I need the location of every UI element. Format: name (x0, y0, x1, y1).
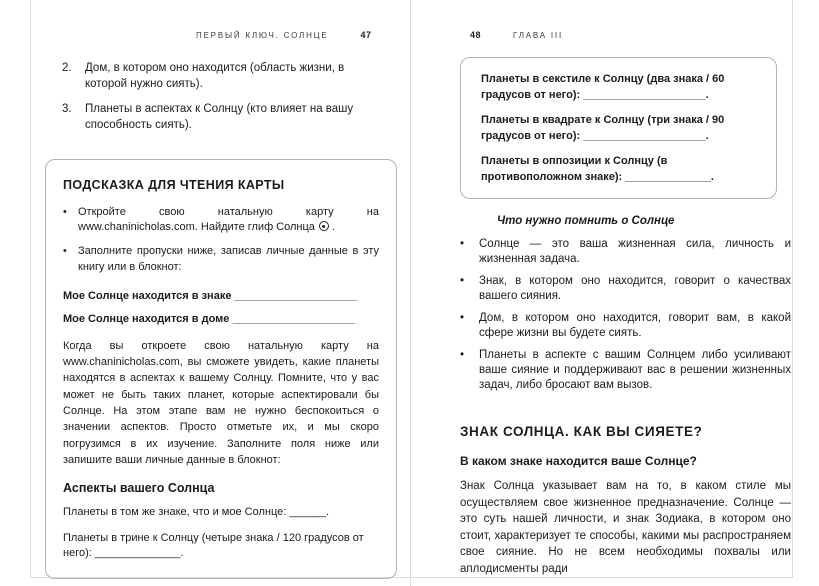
page-number-left: 47 (360, 30, 372, 40)
bullet-marker: • (460, 238, 465, 250)
bullet-marker: • (460, 349, 465, 361)
page-border-left (30, 0, 31, 577)
aspects-fill-box (460, 57, 777, 199)
bullet-marker: • (460, 275, 465, 287)
remember-section (460, 215, 791, 400)
hint-box (45, 159, 397, 579)
bullet-item-fill (63, 244, 379, 274)
bullet-map-text: Откройте свою натальную карту на www.chaninicholas.com. Найдите глиф Солнца (78, 206, 379, 234)
item-number: 3. (62, 103, 72, 115)
running-head-left (196, 30, 372, 40)
item-text: Дом, в котором оно находится (область жизни, в которой нужно сиять). (85, 62, 345, 90)
running-head-right (470, 30, 563, 40)
bullet-text: Дом, в котором оно находится, говорит вам, в какой сфере жизни вы будете сиять. (479, 312, 791, 339)
bullet-text: Солнце — это ваша жизненная сила, личность и жизненная задача. (479, 238, 791, 265)
aspects-heading: Аспекты вашего Солнца (63, 481, 215, 496)
numbered-list (62, 61, 354, 143)
aspect-line-square: Планеты в квадрате к Солнцу (три знака / 90 градусов от него): ____________________. (481, 114, 725, 142)
bullet-marker: • (63, 245, 67, 258)
aspect-line-trine: Планеты в трине к Солнцу (четыре знака / 120 градусов от него): ______________. (63, 531, 364, 560)
bullet-marker: • (63, 206, 67, 218)
remember-heading: Что нужно помнить о Солнце (497, 215, 675, 227)
list-item-2 (62, 61, 354, 92)
remember-bullet-4 (460, 348, 791, 393)
remember-bullet-1 (460, 237, 791, 267)
hint-paragraph: Когда вы откроете свою натальную карту на www.chaninicholas.com, вы сможете увидеть, какие планеты находятся в аспектах к вашему Солнцу. Помните, что у вас может не быть таких планет, которые аспектировали бы Солнце. На этом этапе вам не нужно беспокоиться о значении аспектов. Просто отметьте их, и мы скоро погрузимся в их изучение. Заполните поля ниже или запишите ваши личные данные в блокнот: (63, 339, 379, 466)
sun-sign-heading: ЗНАК СОЛНЦА. КАК ВЫ СИЯЕТЕ? (460, 424, 703, 439)
bullet-marker: • (460, 312, 465, 324)
item-number: 2. (62, 62, 72, 74)
bullet-text-fill: Заполните пропуски ниже, записав личные данные в эту книгу или в блокнот: (78, 245, 379, 273)
bullet-map-period: . (331, 221, 335, 234)
chapter-title-right: ГЛАВА III (513, 31, 563, 40)
item-text: Планеты в аспектах к Солнцу (кто влияет на вашу способность сиять). (85, 103, 354, 131)
bullet-text: Знак, в котором оно находится, говорит о качествах вашего сияния. (479, 275, 791, 302)
aspect-line-opposition: Планеты в оппозиции к Солнцу (в противоположном знаке): ______________. (481, 155, 714, 183)
page-number-right: 48 (470, 30, 482, 40)
page-divider (410, 0, 411, 586)
fill-line-sun-house: Мое Солнце находится в доме ____________________ (63, 312, 355, 325)
hint-box-title: ПОДСКАЗКА ДЛЯ ЧТЕНИЯ КАРТЫ (63, 178, 285, 192)
chapter-title-left: ПЕРВЫЙ КЛЮЧ. СОЛНЦЕ (196, 31, 329, 40)
bullet-text: Планеты в аспекте с вашим Солнцем либо усиливают ваше сияние и поддерживают вас в решении жизненных задач, либо бросают вам вызов. (479, 349, 791, 391)
sun-sign-question: В каком знаке находится ваше Солнце? (460, 454, 697, 468)
sun-sign-paragraph: Знак Солнца указывает вам на то, в каком стиле мы осуществляем свое жизненное предназначение. Солнце — это суть нашей личности, и знак Зодиака, в котором оно стоит, характеризует те способы, какими мы распространяем свое сияние. Но не всем необходимы похвалы или аплодисменты ради (460, 480, 791, 575)
page-border-right (792, 0, 793, 577)
bullet-text-map (78, 205, 379, 235)
aspect-line-sextile: Планеты в секстиле к Солнцу (два знака / 60 градусов от него): ____________________. (481, 73, 725, 101)
remember-bullet-2 (460, 274, 791, 304)
aspect-line-same-sign: Планеты в том же знаке, что и мое Солнце: ______. (63, 506, 330, 519)
fill-line-sun-sign: Мое Солнце находится в знаке ____________________ (63, 289, 357, 302)
sun-glyph-icon (319, 221, 329, 231)
remember-bullet-3 (460, 311, 791, 341)
list-item-3 (62, 102, 354, 133)
bullet-item-map (63, 205, 379, 235)
